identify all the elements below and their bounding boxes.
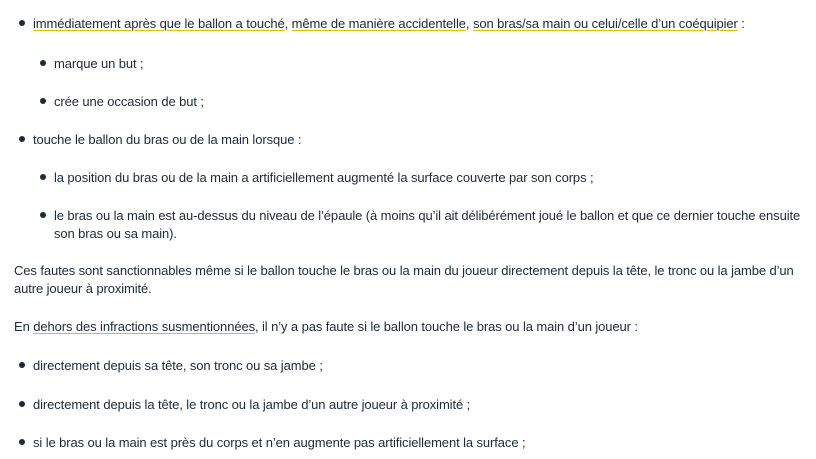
list-item-text: ,	[284, 16, 292, 31]
bullet-icon	[40, 98, 46, 104]
paragraph-line-2: autre joueur à proximité.	[14, 281, 152, 296]
bullet-icon	[40, 212, 46, 218]
underlined-phrase: son bras/sa main ou celui/celle d’un coéquipier	[472, 16, 738, 31]
list-item: la position du bras ou de la main a artificiellement augmenté la surface couverte par son corps ;	[54, 170, 594, 185]
bullet-icon	[19, 401, 25, 407]
list-item-line-1: le bras ou la main est au-dessus du niveau de l’épaule (à moins qu’il ait délibérément joué le ballon et que ce dernier touche ensuite	[54, 208, 801, 223]
underlined-phrase: immédiatement après que le ballon a touché	[33, 16, 285, 31]
bullet-icon	[40, 174, 46, 180]
list-item: directement depuis la tête, le tronc ou la jambe d’un autre joueur à proximité ;	[33, 397, 471, 412]
list-item: si le bras ou la main est près du corps et n’en augmente pas artificiellement la surface ;	[33, 435, 526, 450]
list-item: marque un but ;	[54, 56, 144, 71]
bullet-icon	[19, 20, 25, 26]
list-item	[33, 14, 745, 33]
paragraph-line-1: Ces fautes sont sanctionnables même si le ballon touche le bras ou la main du joueur directement depuis la tête, le tronc ou la jambe d’un	[14, 263, 794, 278]
list-item: directement depuis sa tête, son tronc ou sa jambe ;	[33, 358, 323, 373]
list-item: touche le ballon du bras ou de la main lorsque :	[33, 132, 302, 147]
paragraph	[14, 317, 638, 336]
underlined-phrase: dehors des infractions susmentionnées	[33, 319, 255, 334]
list-item-line-2: son bras ou sa main).	[54, 226, 177, 241]
bullet-icon	[19, 136, 25, 142]
paragraph-text: En	[14, 319, 34, 334]
bullet-icon	[40, 60, 46, 66]
bullet-icon	[19, 439, 25, 445]
list-item-text: :	[737, 16, 745, 31]
list-item: crée une occasion de but ;	[54, 94, 204, 109]
bullet-icon	[19, 362, 25, 368]
list-item-text: ,	[465, 16, 473, 31]
underlined-phrase: même de manière accidentelle	[291, 16, 466, 31]
paragraph-text: , il n’y a pas faute si le ballon touche le bras ou la main d’un joueur :	[254, 319, 638, 334]
